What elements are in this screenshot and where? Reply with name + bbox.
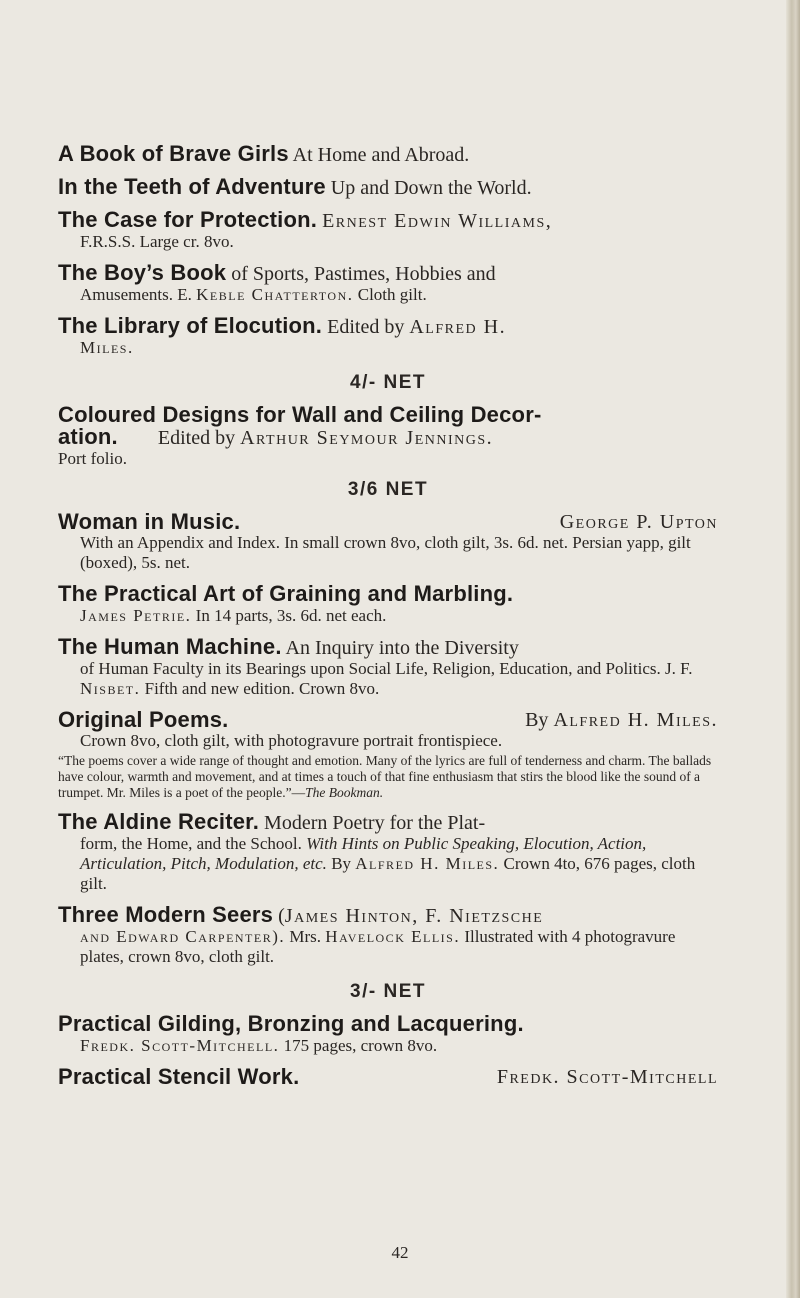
details-text: Illustrated with 4 photogravure plates, crown 8vo, cloth gilt. [80,927,676,966]
book-title: The Boy’s Book [58,260,227,285]
book-description: Modern Poetry for the Plat- [259,812,486,834]
details-text: of Human Faculty in its Bearings upon Social Life, Religion, Education, and Politics. J. F. [80,659,693,678]
book-title: In the Teeth of Adventure [58,174,326,199]
page-number: 42 [391,1243,409,1262]
quote-text: “The poems cover a wide range of thought and emotion. Many of the lyrics are full of tenderness and charm. The ballads have colour, warmth and movement, and at times a touch of that fine enthusiasm that stirs the blood like the sound of a trumpet. Mr. Miles is a poet of the people.”— [58,753,712,800]
book-author-cont: Miles. [80,338,134,357]
book-description: Edited by [322,316,410,338]
book-entry [58,404,718,469]
book-title: The Practical Art of Graining and Marbling. [58,581,514,606]
quote-source: The Bookman. [305,785,384,800]
book-entry [58,143,718,166]
book-author: James Hinton, F. Nietzsche [284,905,544,927]
review-quote [58,753,718,801]
details-text: In 14 parts, 3s. 6d. net each. [191,606,387,625]
book-title: The Human Machine. [58,634,282,659]
book-description: Edited by [117,427,241,449]
price-heading: 3/6 NET [347,479,429,500]
book-author: George P. Upton [559,511,718,533]
book-entry [58,583,718,626]
price-heading: 3/- NET [350,981,426,1002]
details-text: 175 pages, crown 8vo. [279,1036,438,1055]
book-details [58,1036,718,1056]
book-entry [58,262,718,305]
book-author: Fredk. Scott-Mitchell. [80,1036,280,1055]
book-author: and Edward Carpenter). [80,927,286,946]
book-title: Practical Stencil Work. [58,1064,300,1089]
book-details [58,927,718,967]
book-title: The Aldine Reciter. [58,809,260,834]
page-edge-shadow [786,0,800,1298]
book-details [58,834,718,894]
book-description: Up and Down the World. [325,177,532,199]
book-author: James Petrie. [80,606,192,625]
details-text: By [326,854,356,873]
book-title: Woman in Music. [58,509,241,534]
book-details [58,285,718,305]
book-author: Arthur Seymour Jennings. [240,427,494,449]
details-text: Cloth gilt. [353,285,427,304]
book-entry [58,811,718,894]
book-entry [58,1066,718,1088]
details-text: form, the Home, and the School. [80,834,307,853]
book-details: F.R.S.S. Large cr. 8vo. [80,232,234,251]
details-text: Crown 4to, 676 pages, cloth gilt. [80,854,696,893]
book-author: Keble Chatterton. [196,285,354,304]
book-title-cont: ation. [58,424,118,449]
book-title: Original Poems. [58,707,229,732]
book-author: Alfred H. Miles. [355,854,500,873]
book-entry [58,904,718,967]
book-entry [58,511,718,573]
book-title: A Book of Brave Girls [58,141,289,166]
book-entry [58,1013,718,1056]
book-author: Ernest Edwin Williams, [322,210,553,232]
book-description: ( [273,905,285,927]
price-heading: 4/- NET [350,372,426,393]
book-description: By [525,709,554,731]
book-details [58,606,718,626]
details-text: Mrs. [285,927,326,946]
book-entry [58,176,718,199]
book-description: of Sports, Pastimes, Hobbies and [226,263,496,285]
book-author: Nisbet. [80,679,141,698]
details-italic: With Hints on Public Speaking, Elocution, Action, Articulation, Pitch, Modulation, etc. [80,834,647,873]
book-author: Fredk. Scott-Mitchell [496,1066,718,1088]
catalogue-page [58,143,718,1098]
details-text: Amusements. E. [80,285,197,304]
book-entry [58,315,718,358]
book-entry [58,636,718,699]
book-author: Havelock Ellis. [325,927,461,946]
book-title: Coloured Designs for Wall and Ceiling Decor- [58,402,542,427]
book-title: The Library of Elocution. [58,313,323,338]
details-text: Fifth and new edition. Crown 8vo. [140,679,380,698]
book-description: At Home and Abroad. [288,144,470,166]
book-entry [58,209,718,252]
book-entry [58,709,718,801]
book-details: Crown 8vo, cloth gilt, with photogravure portrait frontispiece. [80,731,503,750]
book-details [58,659,718,699]
book-author: Alfred H. Miles. [553,709,718,731]
book-details: With an Appendix and Index. In small crown 8vo, cloth gilt, 3s. 6d. net. Persian yapp, gilt (boxed), 5s. net. [80,533,691,572]
book-title: The Case for Protection. [58,207,318,232]
book-description: An Inquiry into the Diversity [281,637,519,659]
book-author: Alfred H. [409,316,507,338]
book-details: Port folio. [58,449,127,468]
book-title: Practical Gilding, Bronzing and Lacquering. [58,1011,524,1036]
book-title: Three Modern Seers [58,902,274,927]
